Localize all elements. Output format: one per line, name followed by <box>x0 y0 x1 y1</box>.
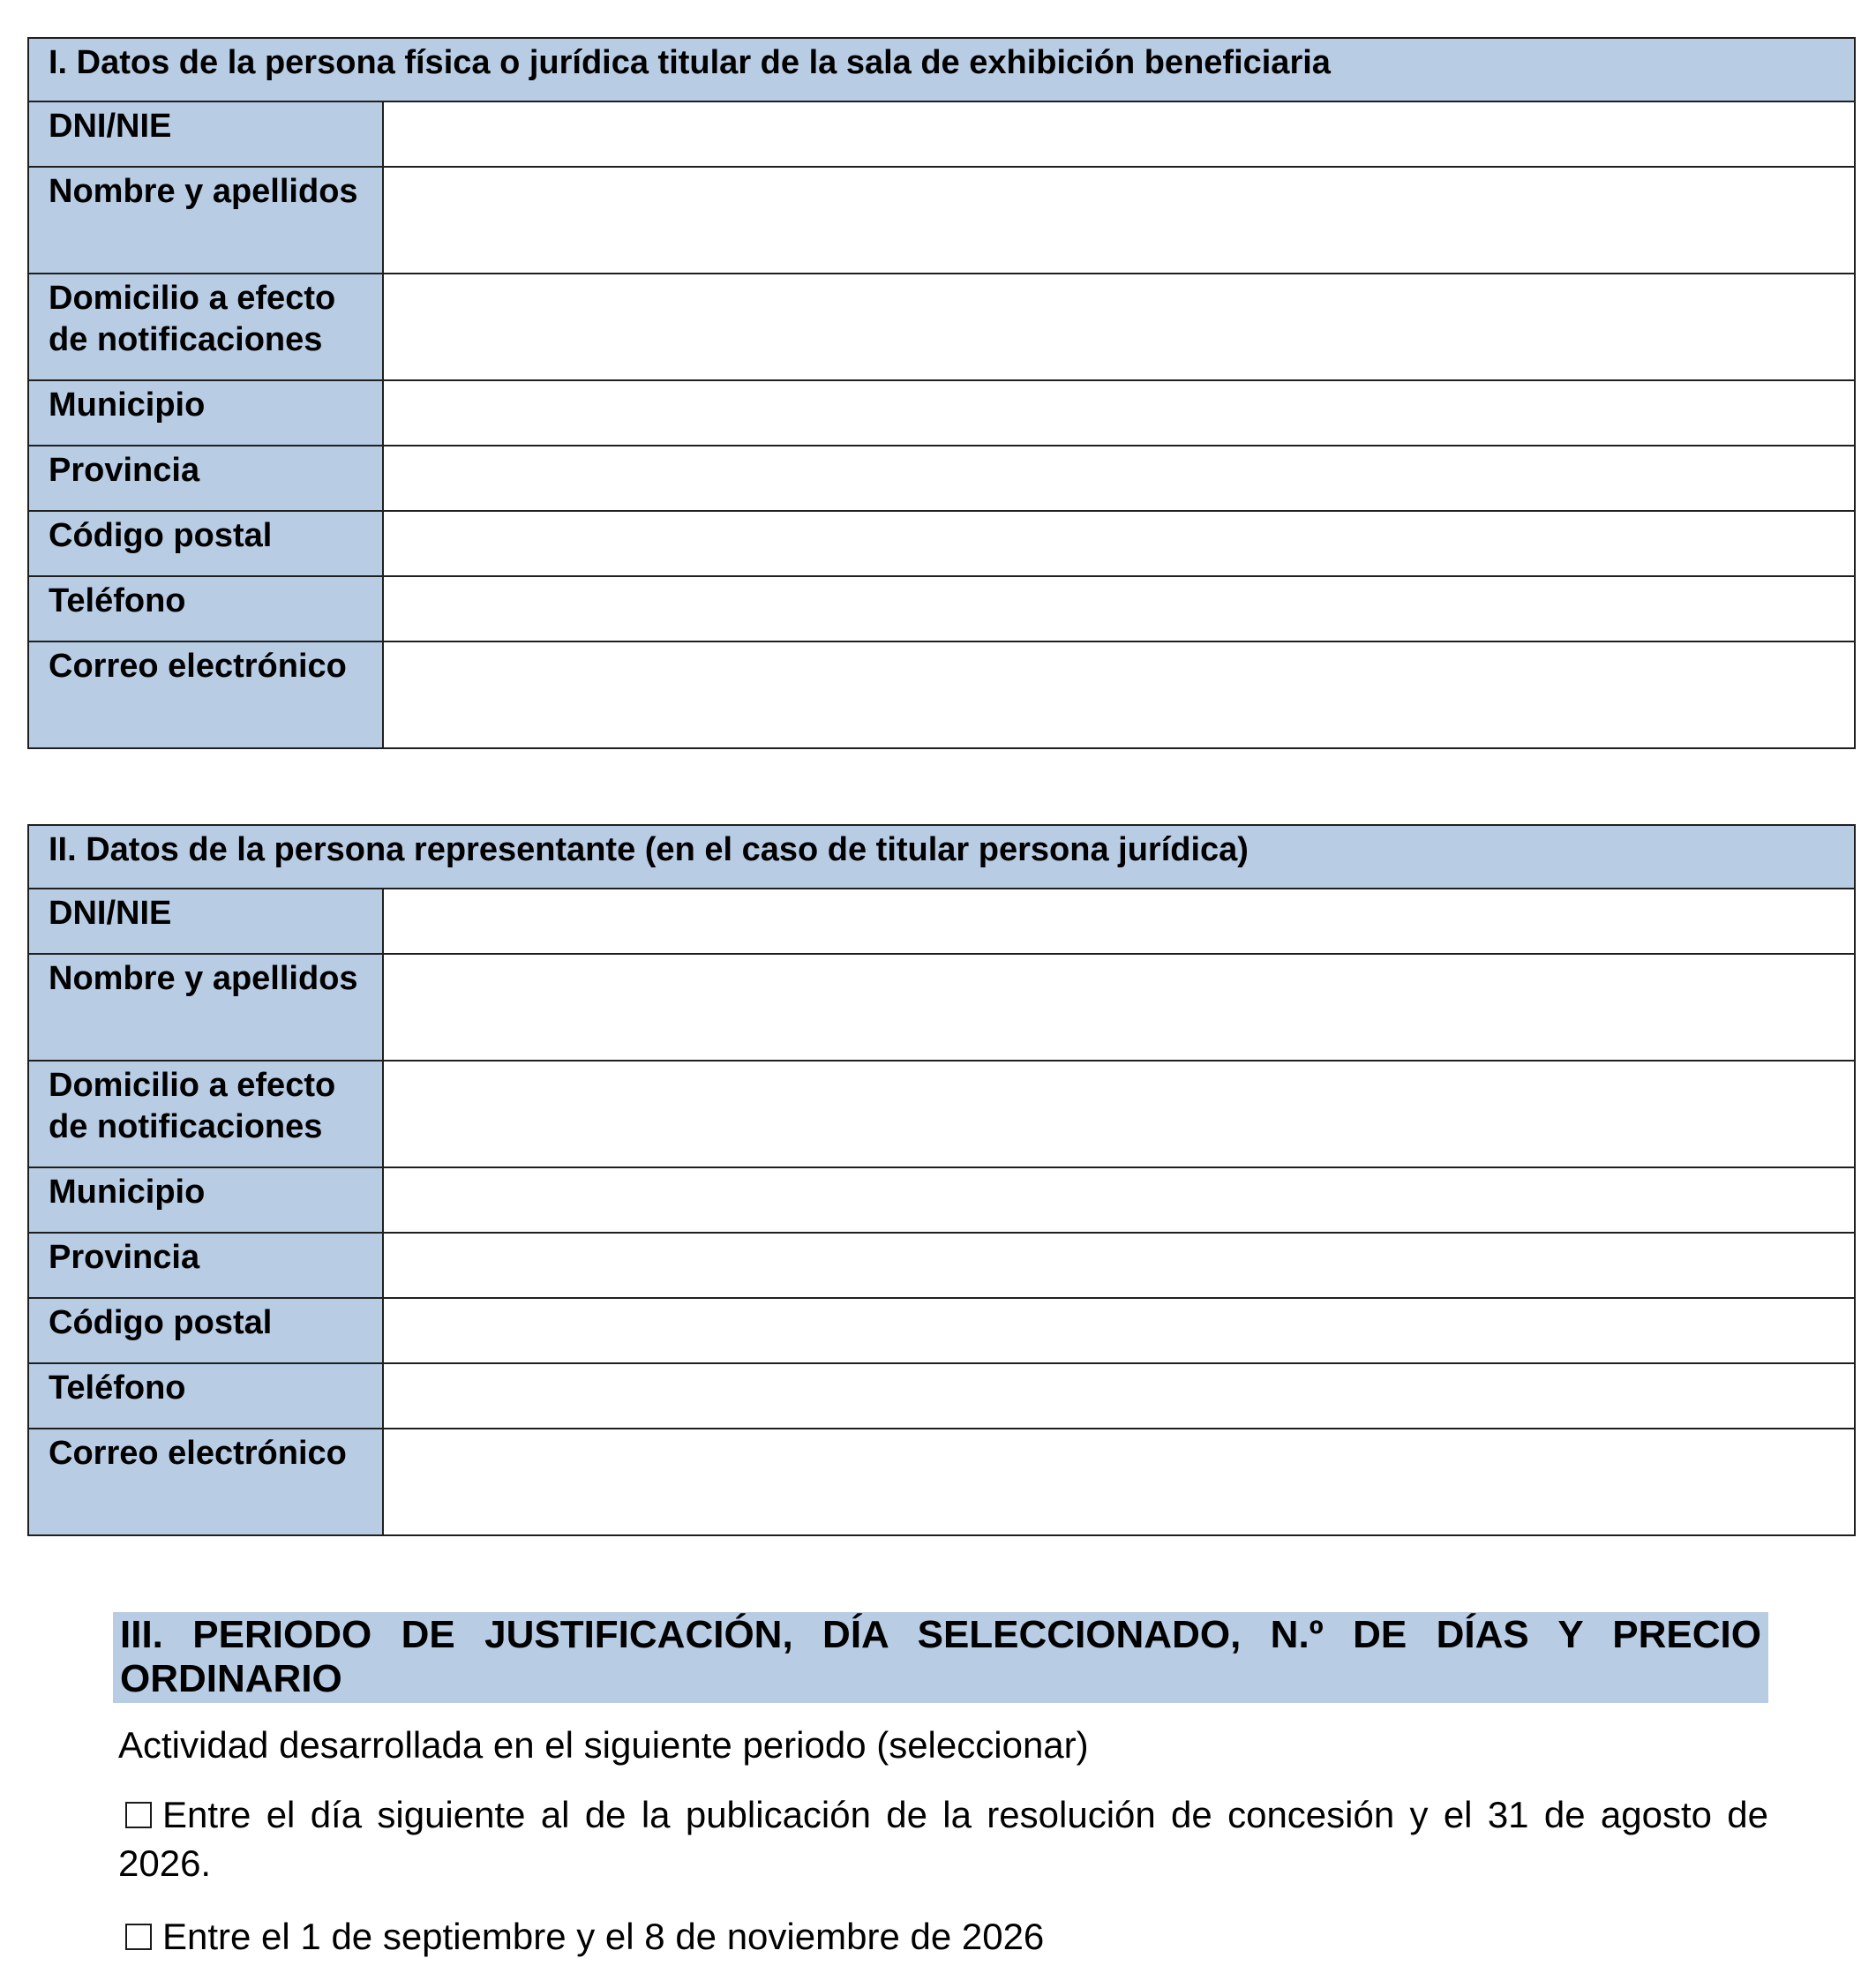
field-label: Provincia <box>28 1233 383 1298</box>
field-label: Municipio <box>28 380 383 446</box>
section-2-table <box>27 824 1856 1536</box>
form-row-phone <box>28 576 1855 641</box>
field-label: Teléfono <box>28 1363 383 1429</box>
section-3-title-line-1: III. PERIODO DE JUSTIFICACIÓN, DÍA SELECCIONADO, N.º DE DÍAS Y PRECIO <box>120 1613 1761 1656</box>
name-field[interactable] <box>383 954 1855 1061</box>
form-row-name <box>28 954 1855 1061</box>
form-row-email <box>28 1429 1855 1535</box>
field-label: Nombre y apellidos <box>28 954 383 1061</box>
form-row-postal-code <box>28 1298 1855 1363</box>
section-1-table <box>27 37 1856 749</box>
postal-code-field[interactable] <box>383 1298 1855 1363</box>
period-option-2[interactable] <box>118 1912 1768 1961</box>
field-label: Municipio <box>28 1167 383 1233</box>
form-row-postal-code <box>28 511 1855 576</box>
period-option-1-label: Entre el día siguiente al de la publicación de la resolución de concesión y el 31 de agosto de 2026. <box>118 1794 1768 1884</box>
field-label: Nombre y apellidos <box>28 167 383 274</box>
form-row-dni <box>28 889 1855 954</box>
section-2-title: II. Datos de la persona representante (en el caso de titular persona jurídica) <box>28 825 1855 889</box>
section-2-header-row <box>28 825 1855 889</box>
field-label: DNI/NIE <box>28 889 383 954</box>
province-field[interactable] <box>383 446 1855 511</box>
form-row-name <box>28 167 1855 274</box>
field-label: Código postal <box>28 511 383 576</box>
field-label: Código postal <box>28 1298 383 1363</box>
field-label: Correo electrónico <box>28 641 383 748</box>
municipality-field[interactable] <box>383 380 1855 446</box>
section-1-header-row <box>28 38 1855 101</box>
period-option-2-label: Entre el 1 de septiembre y el 8 de noviembre de 2026 <box>162 1916 1045 1957</box>
form-row-municipality <box>28 380 1855 446</box>
checkbox-icon[interactable] <box>125 1924 152 1950</box>
dni-field[interactable] <box>383 101 1855 167</box>
phone-field[interactable] <box>383 1363 1855 1429</box>
dni-field[interactable] <box>383 889 1855 954</box>
form-row-dni <box>28 101 1855 167</box>
period-option-1[interactable] <box>118 1790 1768 1887</box>
municipality-field[interactable] <box>383 1167 1855 1233</box>
section-3-title <box>113 1612 1768 1703</box>
form-row-address <box>28 274 1855 380</box>
form-row-email <box>28 641 1855 748</box>
field-label: Domicilio a efecto de notificaciones <box>28 1061 383 1167</box>
email-field[interactable] <box>383 641 1855 748</box>
address-field[interactable] <box>383 274 1855 380</box>
field-label: DNI/NIE <box>28 101 383 167</box>
email-field[interactable] <box>383 1429 1855 1535</box>
period-intro-text: Actividad desarrollada en el siguiente periodo (seleccionar) <box>118 1724 1089 1766</box>
form-row-address <box>28 1061 1855 1167</box>
field-label: Domicilio a efecto de notificaciones <box>28 274 383 380</box>
province-field[interactable] <box>383 1233 1855 1298</box>
section-1-title: I. Datos de la persona física o jurídica titular de la sala de exhibición beneficiaria <box>28 38 1855 101</box>
postal-code-field[interactable] <box>383 511 1855 576</box>
field-label: Teléfono <box>28 576 383 641</box>
field-label: Correo electrónico <box>28 1429 383 1535</box>
form-row-phone <box>28 1363 1855 1429</box>
form-row-province <box>28 446 1855 511</box>
address-field[interactable] <box>383 1061 1855 1167</box>
form-row-province <box>28 1233 1855 1298</box>
section-3-title-line-2: ORDINARIO <box>120 1657 342 1700</box>
phone-field[interactable] <box>383 576 1855 641</box>
checkbox-icon[interactable] <box>125 1802 152 1828</box>
name-field[interactable] <box>383 167 1855 274</box>
form-row-municipality <box>28 1167 1855 1233</box>
field-label: Provincia <box>28 446 383 511</box>
